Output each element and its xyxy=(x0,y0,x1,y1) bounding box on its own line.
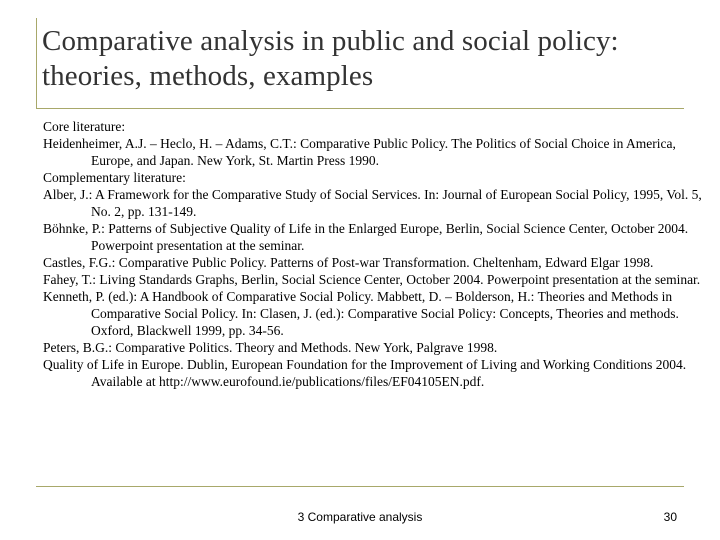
complementary-entry: Alber, J.: A Framework for the Comparative Study of Social Services. In: Journal of European Social Policy, 1995, Vol. 5, No. 2, pp. 131-149. xyxy=(43,187,702,219)
literature-list xyxy=(43,118,713,390)
title-underline xyxy=(36,108,684,109)
complementary-entry: Fahey, T.: Living Standards Graphs, Berlin, Social Science Center, October 2004. Powerpoint presentation at the seminar. xyxy=(43,272,701,287)
slide-title-line-2: theories, methods, examples xyxy=(42,60,374,92)
complementary-literature-heading: Complementary literature: xyxy=(43,170,186,185)
footer-divider xyxy=(36,486,684,487)
complementary-entry: Böhnke, P.: Patterns of Subjective Quality of Life in the Enlarged Europe, Berlin, Social Science Center, October 2004. Powerpoint presentation at the seminar. xyxy=(43,221,689,253)
complementary-entry: Kenneth, P. (ed.): A Handbook of Comparative Social Policy. Mabbett, D. – Bolderson, H.: Theories and Methods in Comparative Social Policy. In: Clasen, J. (ed.): Comparative Social Policy: Concepts, Theories and methods. Oxford, Blackwell 1999, pp. 34-56. xyxy=(43,289,679,338)
core-entry: Heidenheimer, A.J. – Heclo, H. – Adams, C.T.: Comparative Public Policy. The Politics of Social Choice in America, Europe, and Japan. New York, St. Martin Press 1990. xyxy=(43,136,676,168)
title-frame-left-rule xyxy=(36,18,37,108)
slide-title xyxy=(42,24,702,94)
complementary-entry: Quality of Life in Europe. Dublin, European Foundation for the Improvement of Living and Working Conditions 2004. Available at http://www.eurofound.ie/publications/files/EF04105EN.pdf. xyxy=(43,357,687,389)
slide-title-line-1: Comparative analysis in public and social policy: xyxy=(42,25,619,57)
core-literature-heading: Core literature: xyxy=(43,119,126,134)
page-number: 30 xyxy=(663,510,677,524)
footer-text: 3 Comparative analysis xyxy=(297,510,423,524)
complementary-entry: Peters, B.G.: Comparative Politics. Theory and Methods. New York, Palgrave 1998. xyxy=(43,340,498,355)
complementary-entry: Castles, F.G.: Comparative Public Policy. Patterns of Post-war Transformation. Cheltenham, Edward Elgar 1998. xyxy=(43,255,654,270)
